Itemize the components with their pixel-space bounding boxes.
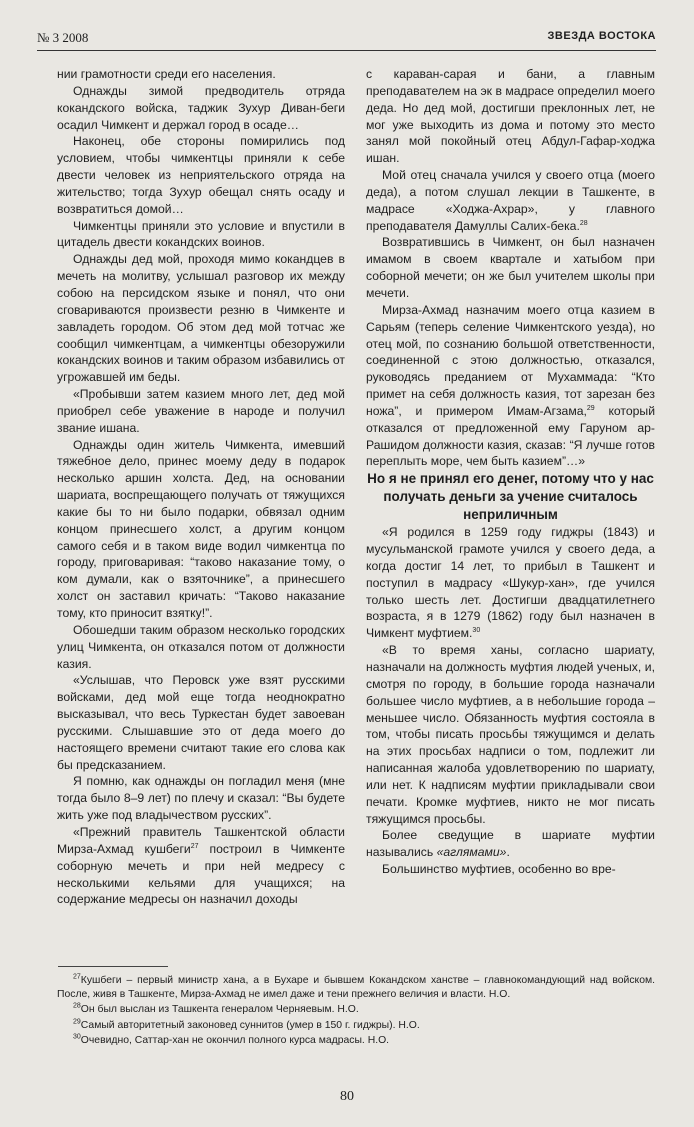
issue-number: № 3 2008 [37, 30, 89, 45]
paragraph: Возвратившись в Чимкент, он был назначен имамом в своем квартале и хатыбом при соборной мечети; он же был учителем школы при мечети. [366, 235, 655, 300]
paragraph: Я помню, как однажды он погладил меня (мне тогда было 8–9 лет) по плечу и сказал: “Вы будете жить уже под владычеством русских”. [57, 774, 345, 823]
footnote-number: 27 [73, 973, 81, 981]
right-column [366, 66, 655, 878]
paragraph [366, 827, 655, 861]
footnote-text: Самый авторитетный законовед суннитов (умер в 150 г. гиджры). Н.О. [80, 1019, 420, 1031]
paragraph: с караван-сарая и бани, а главным преподавателем на эк в мадрасе определил моего деда. Но дед мой, достигши преклонных лет, не мог уже выходить из дома и потому это место занял мой покойный отец Абдул-Гафар-ходжа ишан. [366, 67, 655, 166]
paragraph: Наконец, обе стороны помирились под условием, чтобы чимкентцы приняли к себе двести человек из неприятельского отряда на жительство; тогда Зухур обещал снять осаду и возвратиться домой… [57, 134, 345, 216]
paragraph: Однажды дед мой, проходя мимо кокандцев в мечеть на молитву, услышал разговор их между собою на персидском языке и понял, что они сговариваются произвести резню в Чимкенте и завладеть городом. Об этом дед мой тотчас же сообщил чимкентцам, а чимкентцы обезоружили кокандских воинов и таким образом избавились от угрожавшей им беды. [57, 252, 345, 385]
text-run: построил в Чимкенте соборную мечеть и при ней медресу с несколькими кельями для учащихся; на содержание медресы он назначил доходы [57, 841, 345, 907]
text-run: «Прежний правитель Ташкентской области Мирза-Ахмад кушбеги [57, 824, 345, 856]
paragraph: нии грамотности среди его населения. [57, 67, 276, 81]
paragraph: «Услышав, что Перовск уже взят русскими войсками, дед мой еще тогда неоднократно высказывал, что весь Туркестан будет завоеван русскими. Слышавшие это от деда моего до настоящего времени считают такие его слова как бы предсказанием. [57, 673, 345, 772]
section-heading: Но я не принял его денег, потому что у нас получать деньги за учение считалось неприличным [367, 471, 654, 523]
text-run: . [506, 845, 510, 860]
footnote-ref: 28 [579, 219, 588, 227]
paragraph: «В то время ханы, согласно шариату, назначали на должность муфтия людей ученых, и, смотря по городу, в большие города назначали большее число муфтиев, а в небольшие города – меньшее число. Обязанность муфтия состояла в том, чтобы писать просьбы тяжущимся и делать на этих просьбах надписи о том, подлежит ли написанная жалоба удовлетворению по шариату, или нет. К надписям муфтии прикладывали свои печати. Кромке муфтиев, никто не мог писать тяжущимся просьбы. [366, 643, 655, 826]
footnote-ref: 30 [472, 627, 481, 635]
footnote [57, 1034, 655, 1048]
magazine-title: ЗВЕЗДА ВОСТОКА [547, 30, 656, 42]
page-number: 80 [340, 1089, 354, 1104]
footnotes [57, 974, 655, 1050]
paragraph [57, 824, 345, 908]
footnote-text: Он был выслан из Ташкента генералом Черняевым. Н.О. [80, 1004, 359, 1016]
footnote-text: Очевидно, Саттар-хан не окончил полного курса мадрасы. Н.О. [80, 1035, 390, 1047]
paragraph: Большинство муфтиев, особенно во вре- [382, 862, 616, 877]
paragraph: Обошедши таким образом несколько городских улиц Чимкента, он отказался потом от должности казия. [57, 622, 345, 671]
paragraph [366, 302, 655, 470]
running-header [37, 28, 656, 51]
footnote [57, 974, 655, 1001]
footnote [57, 1019, 655, 1033]
footnote-rule [58, 966, 168, 967]
paragraph: Чимкентцы приняли это условие и впустили в цитадель двести кокандских воинов. [57, 218, 345, 250]
footnote-ref: 27 [190, 842, 199, 850]
paragraph: «Пробывши затем казием много лет, дед мой приобрел себе уважение в народе и получил звание ишана. [57, 387, 345, 435]
footnote-number: 30 [73, 1033, 81, 1041]
paragraph [366, 524, 655, 642]
text-run: который отказался от предложенной ему Гаруном ар-Рашидом должности казия, сказав: “Я лучше готов переплыть море, чем быть казием”…» [366, 403, 655, 469]
footnote-number: 29 [73, 1018, 81, 1026]
text-run: Мирза-Ахмад назначим моего отца казием в Сарьям (теперь селение Чимкентского уезда), но отец мой, по сознанию большой ответственности, соединенной с этою должностью, отказался, руководясь преданием от Мухаммада: “Кто примет на себя должность казия, тот зарезан без ножа”, и примером Имам-Агзама, [366, 302, 655, 418]
footnote-number: 28 [73, 1002, 81, 1010]
text-run: «Я родился в 1259 году гиджры (1843) и мусульманской грамоте учился у своего деда, а когда достиг 14 лет, то прибыл в Ташкент и поступил в мадрасу «Шукур-хан», где учился только шесть лет. Достигши двадцатилетнего возраста, я в 1279 (1862) году был назначен в Чимкент муфтием. [366, 525, 655, 641]
italic-term: «аглямами» [436, 845, 507, 860]
paragraph: Однажды один житель Чимкента, имевший тяжебное дело, принес моему деду в подарок несколько аршин холста. Дед, на основании шариата, воспрещающего получать от тяжущихся какие бы то ни было подарки, обвязал одним концом принесшего холст, а другим концом самого себя и в таком виде водил чимкентца по городу, приговаривая: “таково наказание тому, о ком думали, как о взяточнике”, а принесшего холст он заставил кричать: “Таково наказание тому, кто приносит взятку!”. [57, 437, 345, 620]
paragraph: Однажды зимой предводитель отряда кокандского войска, таджик Зухур Диван-беги осадил Чимкент и держал город в осаде… [57, 83, 345, 132]
paragraph [366, 167, 655, 234]
text-run: Мой отец сначала учился у своего отца (моего деда), а потом слушал лекции в Ташкенте, в мадрасе «Ходжа-Ахрар», у главного преподавателя Дамуллы Салих-бека. [366, 168, 655, 233]
text-run: Более сведущие в шариате муфтии назывались [366, 828, 655, 860]
footnote-text: Кушбеги – первый министр хана, а в Бухаре и бывшем Кокандском ханстве – главнокомандующий над войском. После, живя в Ташкенте, Мирза-Ахмад не имел даже и тени прежнего величия и власти. Н.О. [57, 975, 655, 1000]
left-column [57, 66, 345, 908]
footnote-ref: 29 [586, 404, 595, 412]
footnote [57, 1003, 655, 1017]
